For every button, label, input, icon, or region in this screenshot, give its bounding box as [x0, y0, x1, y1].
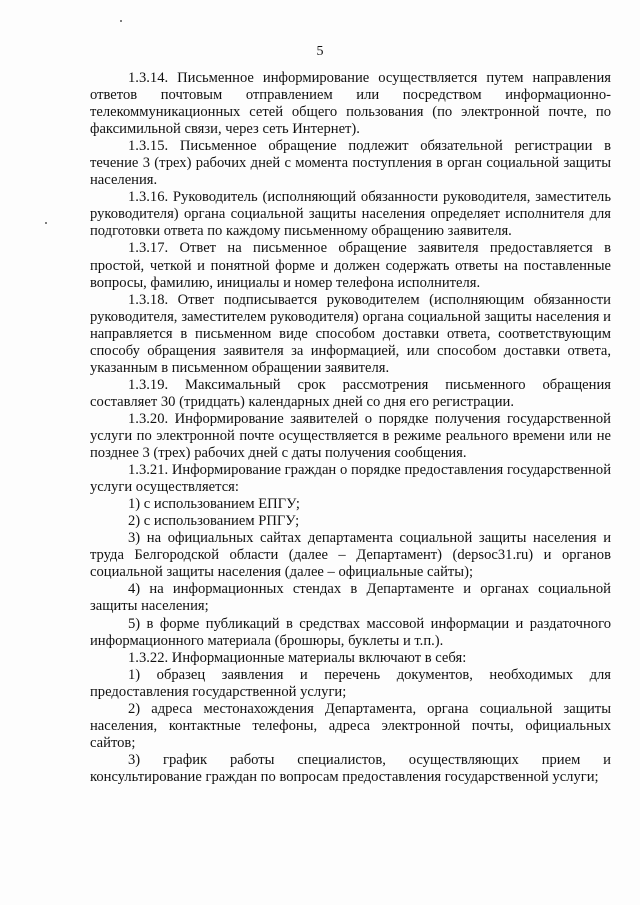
paragraph-1-3-21: 1.3.21. Информирование граждан о порядке предоставления государственной услуги осуществляется: [90, 462, 611, 496]
scan-speck [45, 222, 47, 224]
page-number: 5 [316, 44, 324, 59]
list-item-rpgu: 2) с использованием РПГУ; [128, 513, 300, 530]
list-item-application-sample: 1) образец заявления и перечень документов, необходимых для предоставления государственной услуги; [90, 666, 611, 700]
document-body [90, 70, 611, 786]
list-item-epgu: 1) с использованием ЕПГУ; [128, 496, 300, 513]
paragraph-1-3-19: 1.3.19. Максимальный срок рассмотрения письменного обращения составляет 30 (тридцать) календарных дней со дня его регистрации. [90, 376, 611, 410]
paragraph-1-3-16: 1.3.16. Руководитель (исполняющий обязанности руководителя, заместитель руководителя) органа социальной защиты населения определяет исполнителя для подготовки ответа по каждому письменному обращению заявителя. [90, 189, 611, 240]
paragraph-1-3-15: 1.3.15. Письменное обращение подлежит обязательной регистрации в течение 3 (трех) рабочих дней с момента поступления в орган социальной защиты населения. [90, 138, 611, 189]
paragraph-1-3-18: 1.3.18. Ответ подписывается руководителем (исполняющим обязанности руководителя, заместителем руководителя) органа социальной защиты населения и направляется в письменном виде способом доставки ответа, соответствующим способу обращения заявителя за информацией, или способом доставки ответа, указанным в письменном обращении заявителя. [90, 291, 611, 376]
paragraph-1-3-20: 1.3.20. Информирование заявителей о порядке получения государственной услуги по электронной почте осуществляется в режиме реального времени или не позднее 3 (трех) рабочих дней с даты получения сообщения. [90, 410, 611, 462]
paragraph-1-3-22: 1.3.22. Информационные материалы включают в себя: [128, 649, 467, 666]
paragraph-1-3-17: 1.3.17. Ответ на письменное обращение заявителя предоставляется в простой, четкой и понятной форме и должен содержать ответы на поставленные вопросы, фамилию, инициалы и номер телефона исполнителя. [90, 240, 611, 291]
list-item-mass-media: 5) в форме публикаций в средствах массовой информации и раздаточного информационного материала (брошюры, буклеты и т.п.). [90, 615, 611, 649]
list-item-info-stands: 4) на информационных стендах в Департаменте и органах социальной защиты населения; [90, 581, 611, 615]
list-item-work-schedule: 3) график работы специалистов, осуществляющих прием и консультирование граждан по вопросам предоставления государственной услуги; [90, 751, 611, 785]
list-item-official-sites: 3) на официальных сайтах департамента социальной защиты населения и труда Белгородской области (далее – Департамент) (depsoc31.ru) и органов социальной защиты населения (далее – официальные сайты); [90, 530, 611, 581]
scan-speck [120, 20, 122, 22]
list-item-addresses: 2) адреса местонахождения Департамента, органа социальной защиты населения, контактные телефоны, адреса электронной почты, официальных сайтов; [90, 700, 611, 751]
paragraph-1-3-14: 1.3.14. Письменное информирование осуществляется путем направления ответов почтовым отправлением или посредством информационно-телекоммуникационных сетей общего пользования (по электронной почте, по факсимильной связи, через сеть Интернет). [90, 70, 611, 138]
